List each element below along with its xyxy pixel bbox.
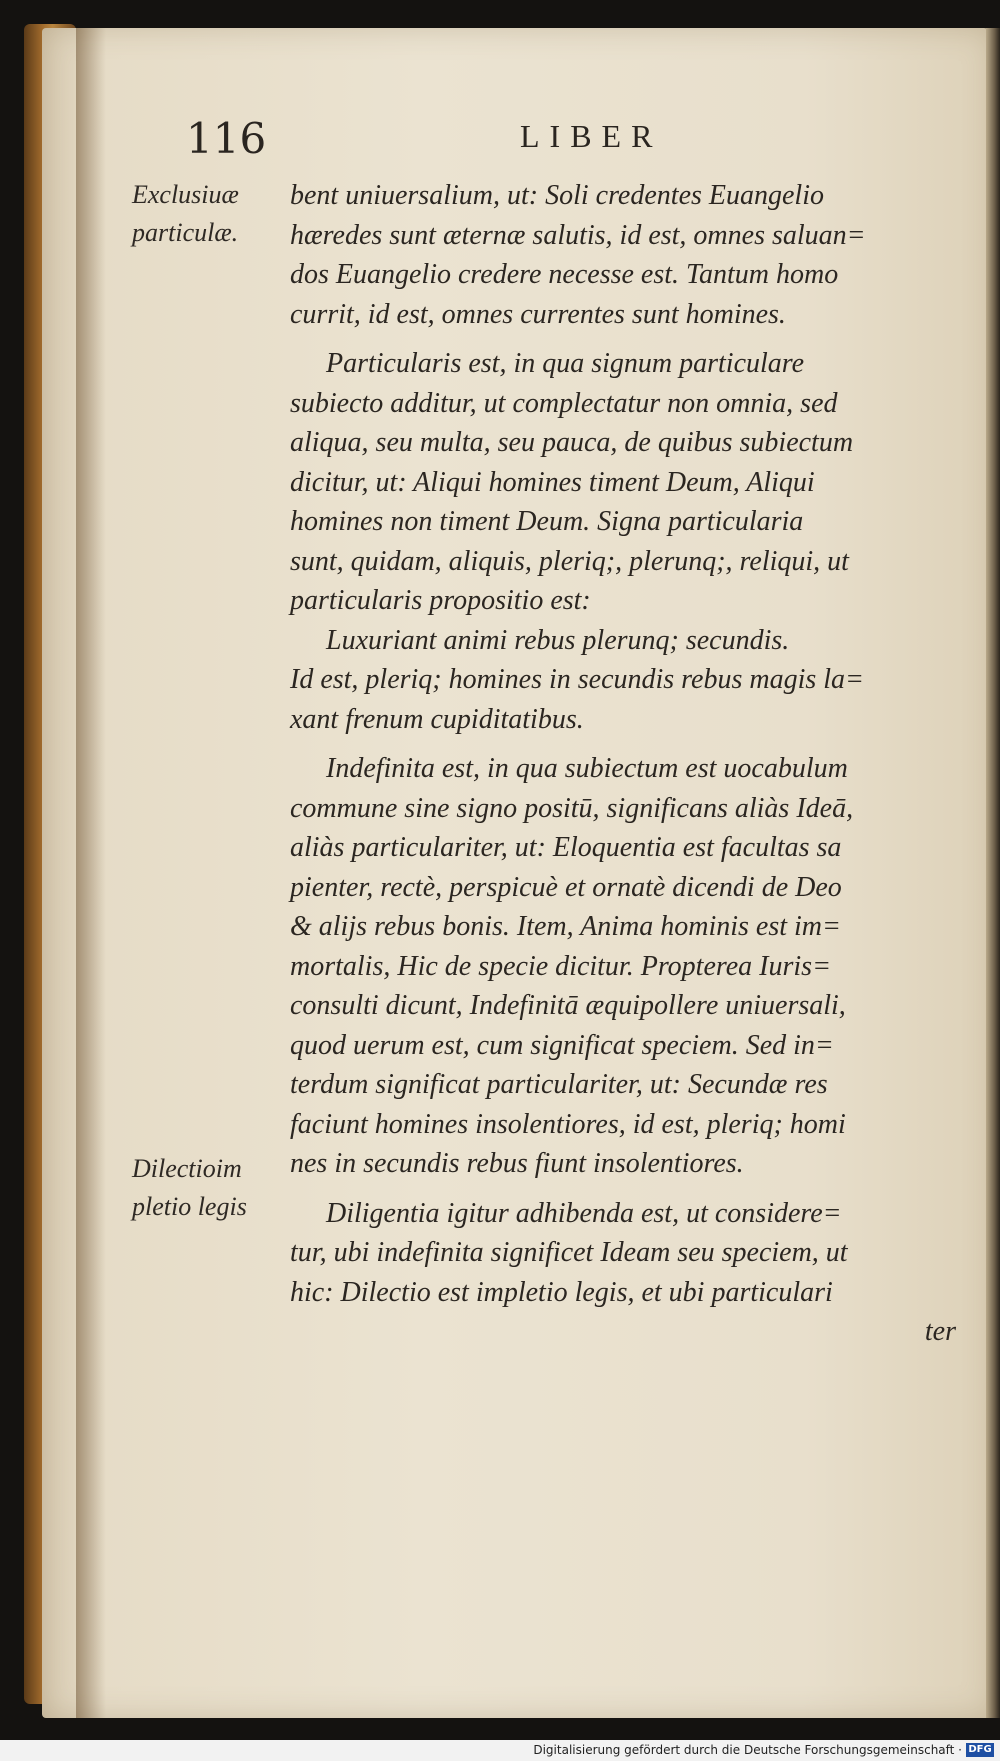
margin-note-line: Exclusiuæ <box>132 180 239 209</box>
text-line: xant frenum cupiditatibus. <box>290 703 584 735</box>
text-line: terdum significat particulariter, ut: Secundæ res <box>290 1069 828 1100</box>
text-line: particularis propositio est: <box>290 585 591 616</box>
text-line: faciunt homines insolentiores, id est, pleriq; homi <box>290 1108 846 1140</box>
text-line: dos Euangelio credere necesse est. Tantum homo <box>290 259 839 290</box>
text-line: hic: Dilectio est impletio legis, et ubi particulari <box>290 1276 833 1308</box>
body-text <box>290 176 960 1352</box>
margin-note-dilectio <box>132 1150 282 1226</box>
text-line: Particularis est, in qua signum particulare <box>326 348 805 379</box>
page-edge <box>986 28 1000 1718</box>
text-line: aliàs particulariter, ut: Eloquentia est facultas sa <box>290 832 842 863</box>
text-line: Id est, pleriq; homines in secundis rebus magis la= <box>290 664 864 695</box>
text-line: hæredes sunt æternæ salutis, id est, omnes saluan= <box>290 219 866 251</box>
text-line: mortalis, Hic de specie dicitur. Propterea Iuris= <box>290 950 831 982</box>
running-title: LIBER <box>520 118 663 154</box>
margin-note-line: Dilectioim <box>132 1154 242 1183</box>
funding-credit: Digitalisierung gefördert durch die Deutsche Forschungsgemeinschaft · <box>533 1743 962 1757</box>
text-line: tur, ubi indefinita significet Ideam seu speciem, ut <box>290 1237 848 1268</box>
text-line: currit, id est, omnes currentes sunt homines. <box>290 298 786 330</box>
margin-note-line: particulæ. <box>132 218 239 247</box>
text-line: Indefinita est, in qua subiectum est uocabulum <box>326 753 848 784</box>
text-line: nes in secundis rebus fiunt insolentiores. <box>290 1148 744 1179</box>
text-line: commune sine signo positū, significans aliàs Ideā, <box>290 792 854 824</box>
text-line: bent uniuersalium, ut: Soli credentes Euangelio <box>290 180 824 211</box>
verse-quotation: Luxuriant animi rebus plerunq; secundis. <box>326 624 790 656</box>
text-line: aliqua, seu multa, seu pauca, de quibus subiectum <box>290 427 854 458</box>
text-line: quod uerum est, cum significat speciem. Sed in= <box>290 1029 834 1061</box>
margin-note-exclusiuae <box>132 176 282 252</box>
text-line: consulti dicunt, Indefinitā æquipollere uniuersali, <box>290 990 846 1021</box>
dfg-logo-icon: DFG <box>966 1743 994 1757</box>
text-line: subiecto additur, ut complectatur non omnia, sed <box>290 387 838 419</box>
page-number: 116 <box>186 114 267 163</box>
text-line: & alijs rebus bonis. Item, Anima hominis est im= <box>290 911 841 942</box>
text-line: dicitur, ut: Aliqui homines timent Deum, Aliqui <box>290 466 815 498</box>
margin-note-line: pletio legis <box>132 1192 247 1221</box>
catchword: ter <box>924 1316 956 1347</box>
text-line: pienter, rectè, perspicuè et ornatè dicendi de Deo <box>290 871 842 903</box>
text-line: sunt, quidam, aliquis, pleriq;, plerunq;, reliqui, ut <box>290 545 849 577</box>
text-line: homines non timent Deum. Signa particularia <box>290 506 804 537</box>
text-line: Diligentia igitur adhibenda est, ut considere= <box>326 1197 842 1229</box>
gutter-shadow <box>76 28 106 1718</box>
